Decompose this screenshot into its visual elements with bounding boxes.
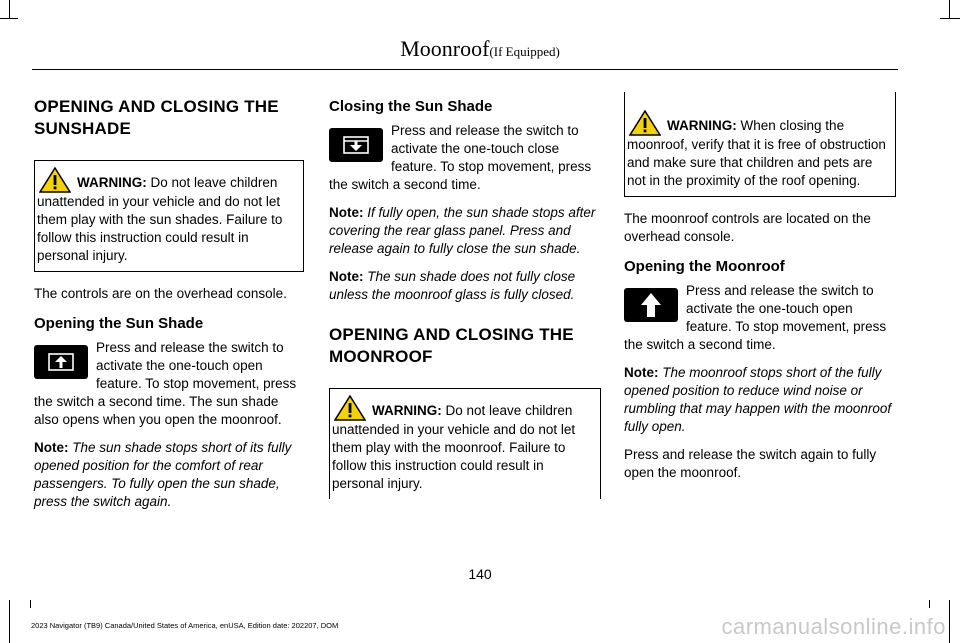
- warning-label: WARNING:: [372, 403, 442, 418]
- note: [624, 364, 896, 436]
- controls-text: The controls are on the overhead console.: [34, 286, 287, 301]
- subheading-open-sun-shade: Opening the Sun Shade: [34, 315, 204, 332]
- section-heading-sunshade: OPENING AND CLOSING THE SUNSHADE: [34, 97, 279, 138]
- warning-triangle-icon: [629, 110, 661, 136]
- warning-box: [624, 92, 896, 197]
- moonroof-open-switch-icon: [624, 288, 678, 322]
- column-1: [34, 92, 304, 511]
- crop-mark: [929, 600, 930, 608]
- note: [329, 268, 601, 304]
- note: [329, 204, 601, 258]
- page-title: Moonroof: [400, 36, 490, 61]
- crop-mark: [949, 600, 950, 643]
- sunshade-close-switch-icon: [329, 128, 383, 162]
- warning-text: When closing the moonroof, verify that it is free of obstruction and make sure that children and pets are not in the proximity of the roof opening.: [627, 118, 886, 188]
- open-sun-shade-text: Press and release the switch to activate the one-touch open feature. To stop movement, press the switch a second time. The sun shade also opens when you open the moonroof.: [34, 340, 297, 427]
- warning-label: WARNING:: [667, 118, 737, 133]
- note-text: The sun shade stops short of its fully opened position for the comfort of rear passengers. To fully open the sun shade, press the switch again.: [34, 440, 292, 509]
- watermark: carmanualsonline.info: [721, 614, 946, 639]
- note-label: Note:: [34, 440, 69, 455]
- crop-mark: [30, 600, 31, 608]
- open-again-text: Press and release the switch again to fully open the moonroof.: [624, 447, 877, 480]
- crop-mark: [9, 600, 10, 643]
- note-text: If fully open, the sun shade stops after covering the rear glass panel. Press and release again to fully close the sun shade.: [329, 205, 596, 256]
- page-number: 140: [468, 566, 492, 582]
- crop-mark: [0, 18, 18, 19]
- note-label: Note:: [624, 365, 659, 380]
- sunshade-open-switch-icon: [34, 345, 88, 379]
- warning-label: WARNING:: [77, 175, 147, 190]
- section-heading-moonroof: OPENING AND CLOSING THE MOONROOF: [329, 325, 574, 366]
- column-3: [624, 92, 896, 482]
- open-moonroof-text: Press and release the switch to activate the one-touch open feature. To stop movement, press the switch a second time.: [624, 283, 887, 352]
- footer-edition-text: 2023 Navigator (TB9) Canada/United States of America, enUSA, Edition date: 202207, DOM: [31, 621, 339, 630]
- moonroof-controls-text: The moonroof controls are located on the overhead console.: [624, 211, 871, 244]
- subheading-open-moonroof: Opening the Moonroof: [624, 258, 785, 275]
- note-label: Note:: [329, 269, 364, 284]
- warning-text: Do not leave children unattended in your vehicle and do not let them play with the moonroof. Failure to follow this instruction could result in personal injury.: [332, 403, 576, 491]
- note-text: The sun shade does not fully close unless the moonroof glass is fully closed.: [329, 269, 576, 302]
- warning-box: [34, 160, 304, 272]
- note: [34, 439, 304, 511]
- column-2: [329, 92, 601, 499]
- crop-mark: [949, 0, 950, 18]
- warning-triangle-icon: [334, 395, 366, 421]
- page-header: [0, 36, 960, 62]
- header-rule: [32, 69, 898, 70]
- note-label: Note:: [329, 205, 364, 220]
- warning-text: Do not leave children unattended in your vehicle and do not let them play with the sun shades. Failure to follow this instruction could result in personal injury.: [37, 175, 283, 263]
- subheading-close-sun-shade: Closing the Sun Shade: [329, 98, 493, 115]
- close-sun-shade-text: Press and release the switch to activate the one-touch close feature. To stop movement, press the switch a second time.: [329, 123, 592, 192]
- note-text: The moonroof stops short of the fully opened position to reduce wind noise or rumbling that may happen with the moonroof fully open.: [624, 365, 892, 434]
- page-subtitle: (If Equipped): [489, 44, 560, 59]
- crop-mark: [940, 18, 960, 19]
- warning-box: [329, 388, 601, 499]
- crop-mark: [9, 0, 10, 18]
- warning-triangle-icon: [39, 167, 71, 193]
